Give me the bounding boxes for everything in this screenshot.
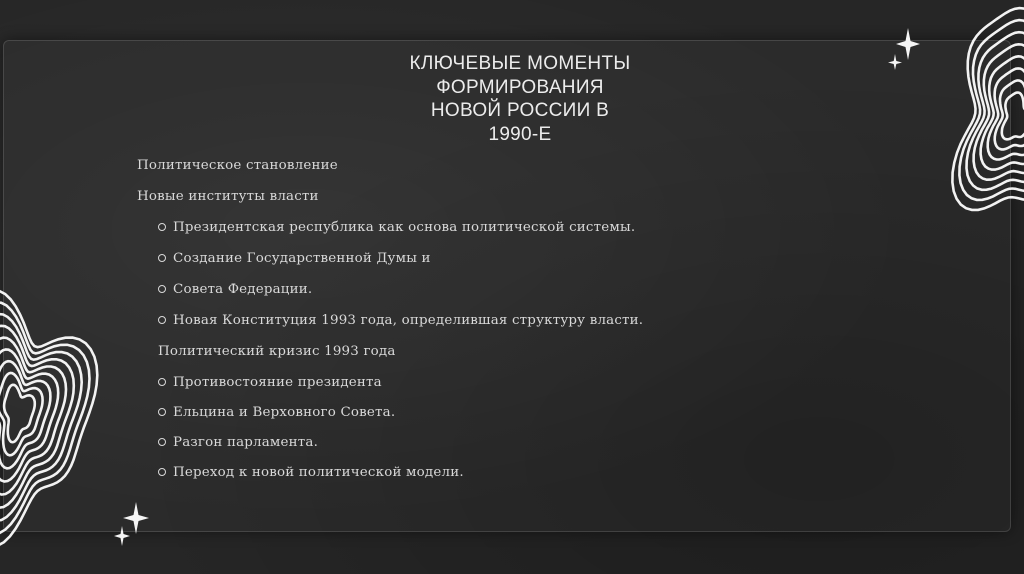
list-item-text: Ельцина и Верховного Совета. — [173, 405, 396, 420]
hollow-circle-bullet-icon — [158, 285, 166, 293]
hollow-circle-bullet-icon — [158, 223, 166, 231]
slide-title — [300, 52, 740, 146]
hollow-circle-bullet-icon — [158, 316, 166, 324]
section-heading: Политический кризис 1993 года — [158, 344, 396, 359]
hollow-circle-bullet-icon — [158, 438, 166, 446]
list-item — [158, 435, 318, 450]
list-item-text: Противостояние президента — [173, 375, 382, 390]
sparkle-star-icon — [108, 500, 154, 548]
list-item-text: Совета Федерации. — [173, 282, 313, 297]
hollow-circle-bullet-icon — [158, 378, 166, 386]
list-item — [158, 251, 431, 266]
section-heading: Новые институты власти — [137, 189, 319, 204]
title-line: КЛЮЧЕВЫЕ МОМЕНТЫ — [409, 53, 631, 74]
list-item-text: Переход к новой политической модели. — [173, 465, 464, 480]
section-heading: Политическое становление — [137, 158, 338, 173]
hollow-circle-bullet-icon — [158, 254, 166, 262]
wave-contour-line — [1002, 93, 1024, 140]
list-item-text: Новая Конституция 1993 года, определившая структуру власти. — [173, 313, 644, 328]
list-item — [158, 405, 395, 420]
list-item — [158, 282, 312, 297]
list-item-text: Разгон парламента. — [173, 435, 319, 450]
list-item-text: Создание Государственной Думы и — [173, 251, 431, 266]
list-item — [158, 375, 382, 390]
list-item-text: Президентская республика как основа политической системы. — [173, 220, 636, 235]
list-item — [158, 220, 635, 235]
title-line: ФОРМИРОВАНИЯ — [436, 76, 604, 98]
title-line: НОВОЙ РОССИИ В — [430, 100, 610, 121]
hollow-circle-bullet-icon — [158, 408, 166, 416]
hollow-circle-bullet-icon — [158, 468, 166, 476]
list-item — [158, 465, 464, 480]
sparkle-star-icon — [883, 24, 923, 70]
title-line: 1990-Е — [488, 123, 552, 145]
list-item — [158, 313, 643, 328]
